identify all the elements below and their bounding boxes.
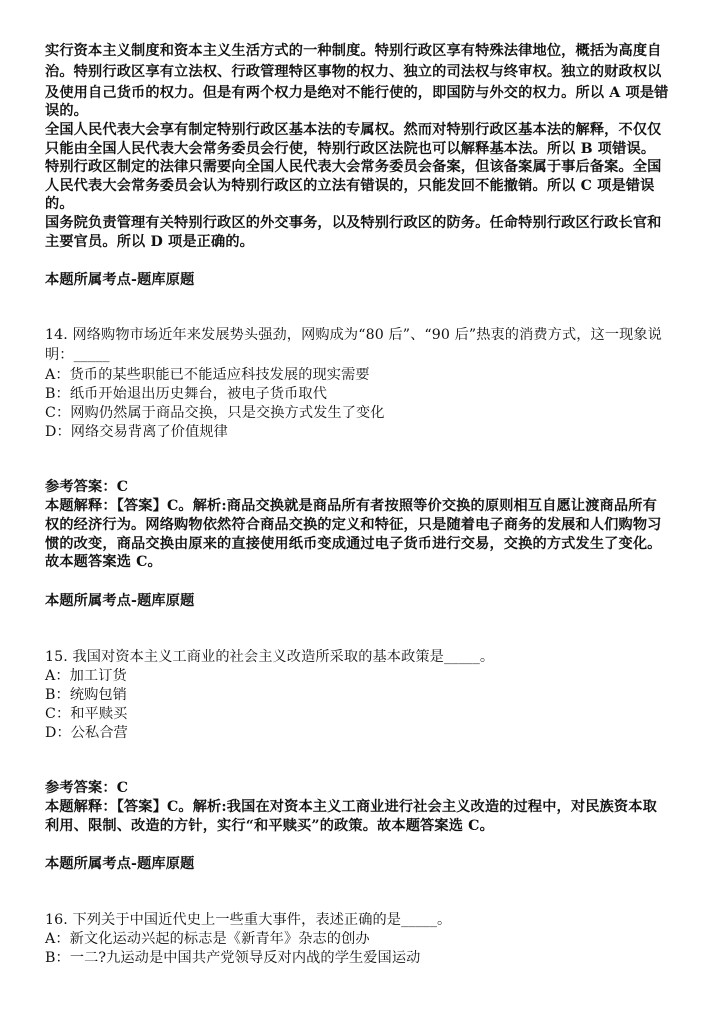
explanation-line: 的。: [45, 196, 74, 212]
source-label: 本题所属考点-题库原题: [45, 593, 195, 609]
option-a: A：加工订货: [45, 668, 127, 684]
question-stem: 16. 下列关于中国近代史上一些重大事件，表述正确的是_____。: [45, 912, 452, 928]
option-a: A：货币的某些职能已不能适应科技发展的现实需要: [45, 367, 370, 383]
explanation-line: 及使用自己货币的权力。但是有两个权力是绝对不能行使的，即国防与外交的权力。所以 A 项是错: [45, 85, 669, 101]
explanation-line: 利用、限制、改造的方针，实行“和平赎买”的政策。故本题答案选 C。: [45, 818, 494, 834]
question-stem: 明：_____: [45, 347, 110, 363]
answer-label: 参考答案：C: [45, 479, 129, 495]
option-b: B：一二?九运动是中国共产党领导反对内战的学生爱国运动: [45, 950, 421, 966]
explanation-line: 实行资本主义制度和资本主义生活方式的一种制度。特别行政区享有特殊法律地位，概括为高度自: [45, 43, 662, 59]
option-b: B：纸币开始退出历史舞台，被电子货币取代: [45, 386, 327, 402]
option-c: C：和平赎买: [45, 706, 128, 722]
explanation-line: 全国人民代表大会享有制定特别行政区基本法的专属权。然而对特别行政区基本法的解释，不仅仅: [45, 122, 662, 138]
explanation-line: 主要官员。所以 D 项是正确的。: [45, 234, 255, 250]
source-label: 本题所属考点-题库原题: [45, 856, 195, 872]
explanation-line: 惯的改变，商品交换由原来的直接使用纸币变成通过电子货币进行交易，交换的方式发生了变化。: [45, 536, 662, 552]
explanation-line: 人民代表大会常务委员会认为特别行政区的立法有错误的，只能发回不能撤销。所以 C 项是错误: [45, 178, 655, 194]
option-a: A：新文化运动兴起的标志是《新青年》杂志的创办: [45, 931, 370, 947]
explanation-line: 只能由全国人民代表大会常务委员会行使，特别行政区法院也可以解释基本法。所以 B 项错误。: [45, 141, 656, 157]
explanation-line: 特别行政区制定的法律只需要向全国人民代表大会常务委员会备案，但该备案属于事后备案。全国: [45, 159, 662, 175]
explanation-line: 本题解释：【答案】C。解析:我国在对资本主义工商业进行社会主义改造的过程中，对民族资本取: [45, 799, 657, 815]
option-c: C：网购仍然属于商品交换，只是交换方式发生了变化: [45, 405, 385, 421]
explanation-line: 国务院负责管理有关特别行政区的外交事务，以及特别行政区的防务。任命特别行政区行政长官和: [45, 215, 662, 231]
answer-label: 参考答案：C: [45, 780, 129, 796]
question-stem: 14. 网络购物市场近年来发展势头强劲，网购成为“80 后”、“90 后”热衷的消费方式，这一现象说: [45, 327, 662, 343]
explanation-line: 故本题答案选 C。: [45, 554, 162, 570]
option-d: D：网络交易背离了价值规律: [45, 424, 228, 440]
explanation-line: 治。特别行政区享有立法权、行政管理特区事物的权力、独立的司法权与终审权。独立的财政权以: [45, 64, 662, 80]
explanation-line: 误的。: [45, 103, 89, 119]
explanation-line: 本题解释：【答案】C。解析:商品交换就是商品所有者按照等价交换的原则相互自愿让渡商品所有: [45, 498, 657, 514]
option-d: D：公私合营: [45, 725, 128, 741]
source-label: 本题所属考点-题库原题: [45, 272, 195, 288]
option-b: B：统购包销: [45, 687, 127, 703]
explanation-line: 权的经济行为。网络购物依然符合商品交换的定义和特征，只是随着电子商务的发展和人们购物习: [45, 517, 662, 533]
question-stem: 15. 我国对资本主义工商业的社会主义改造所采取的基本政策是_____。: [45, 649, 495, 665]
